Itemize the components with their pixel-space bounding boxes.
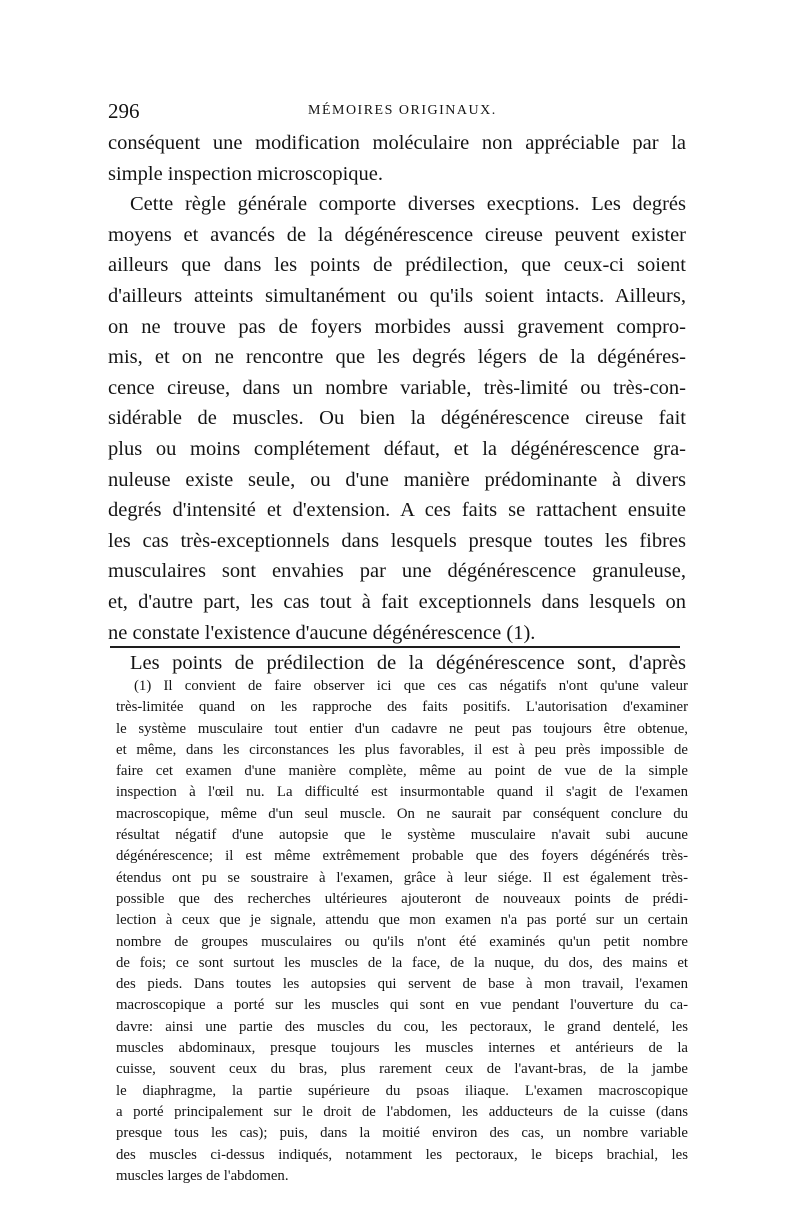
footnote-line: muscles larges de l'abdomen.	[116, 1167, 289, 1184]
footnote-line: davre: ainsi une partie des muscles du cou, les pectoraux, le grand dentelé, les	[116, 1018, 688, 1035]
footnote-line: a porté principalement sur le droit de l'abdomen, les adducteurs de la cuisse (dans	[116, 1103, 688, 1120]
text-line: d'ailleurs atteints simultanément ou qu'ils soient intacts. Ailleurs,	[108, 284, 686, 307]
footnote	[116, 676, 688, 1187]
footnote-line: des pieds. Dans toutes les autopsies qui servent de base à mon travail, l'examen	[116, 976, 688, 993]
text-line: sidérable de muscles. Ou bien la dégénérescence cireuse fait	[108, 407, 686, 430]
footnote-line: dégénérescence; il est même extrêmement probable que des foyers dégénérés très-	[116, 848, 688, 865]
text-line: les cas très-exceptionnels dans lesquels presque toutes les fibres	[108, 529, 686, 552]
text-line: conséquent une modification moléculaire non appréciable par la	[108, 132, 686, 154]
footnote-line: de fois; ce sont surtout les muscles de la face, de la nuque, du dos, des mains et	[116, 954, 688, 971]
text-line: nuleuse existe seule, ou d'une manière prédominante à divers	[108, 468, 686, 491]
footnote-line: et même, dans les circonstances les plus favorables, il est à peu près impossible de	[116, 741, 688, 758]
text-line: et, d'autre part, les cas tout à fait exceptionnels dans lesquels on	[108, 590, 686, 613]
footnote-line: très-limitée quand on les rapproche des faits positifs. L'autorisation d'examiner	[116, 699, 688, 716]
page-number: 296	[108, 99, 140, 123]
footnote-line: inspection à l'œil nu. La difficulté est insurmontable quand il s'agit de l'examen	[116, 784, 688, 801]
text-line: on ne trouve pas de foyers morbides aussi gravement compro-	[108, 315, 686, 338]
footnote-line: faire cet examen d'une manière complète, même au point de vue de la simple	[116, 763, 688, 780]
footnote-line: cuisse, souvent ceux du bras, plus rarement ceux de l'avant-bras, de la jambe	[116, 1061, 688, 1078]
footnote-line: résultat négatif d'une autopsie que le système musculaire n'avait subi aucune	[116, 827, 688, 844]
footnote-line: presque tous les cas); puis, dans la moitié environ des cas, un nombre variable	[116, 1125, 688, 1142]
footnote-line: (1) Il convient de faire observer ici que ces cas négatifs n'ont qu'une valeur	[134, 678, 688, 694]
footnote-line: macroscopique, même d'un seul muscle. On ne saurait par conséquent conclure du	[116, 805, 688, 822]
text-line: mis, et on ne rencontre que les degrés légers de la dégénéres-	[108, 346, 686, 369]
text-line: cence cireuse, dans un nombre variable, très-limité ou très-con-	[108, 376, 686, 399]
text-line: Cette règle générale comporte diverses execptions. Les degrés	[130, 193, 686, 216]
footnote-line: étendus ont pu se soustraire à l'examen, grâce à leur siége. Il est également très-	[116, 869, 688, 886]
footnote-divider	[110, 646, 680, 648]
text-line: plus ou moins complétement défaut, et la dégénérescence gra-	[108, 437, 686, 460]
footnote-line: le système musculaire tout entier d'un cadavre ne peut pas toujours être obtenue,	[116, 720, 688, 737]
body-text	[108, 128, 686, 679]
footnote-line: lection à ceux que je signale, attendu que mon examen n'a pas porté sur un certain	[116, 912, 688, 929]
page-header	[108, 99, 686, 125]
text-line: degrés d'intensité et d'extension. A ces faits se rattachent ensuite	[108, 499, 686, 522]
footnote-line: des muscles ci-dessus indiqués, notamment les pectoraux, le biceps brachial, les	[116, 1146, 688, 1163]
text-line: moyens et avancés de la dégénérescence cireuse peuvent exister	[108, 223, 686, 246]
footnote-line: macroscopique a porté sur les muscles qui sont en vue pendant l'ouverture du ca-	[116, 997, 688, 1014]
footnote-line: le diaphragme, la partie supérieure du psoas iliaque. L'examen macroscopique	[116, 1082, 688, 1099]
text-line: simple inspection microscopique.	[108, 162, 383, 185]
footnote-line: muscles abdominaux, presque toujours les muscles internes et antérieurs de la	[116, 1040, 688, 1057]
running-title: MÉMOIRES ORIGINAUX.	[308, 103, 497, 118]
footnote-line: possible que des recherches ultérieures ajouteront de nouveaux points de prédi-	[116, 890, 688, 907]
text-line: musculaires sont envahies par une dégénérescence granuleuse,	[108, 560, 686, 583]
text-line: ne constate l'existence d'aucune dégénérescence (1).	[108, 621, 536, 644]
text-line: Les points de prédilection de la dégénérescence sont, d'après	[130, 652, 686, 675]
footnote-line: nombre de groupes musculaires ou qu'ils n'ont été examinés qu'un petit nombre	[116, 933, 688, 950]
text-line: ailleurs que dans les points de prédilection, que ceux-ci soient	[108, 254, 686, 277]
